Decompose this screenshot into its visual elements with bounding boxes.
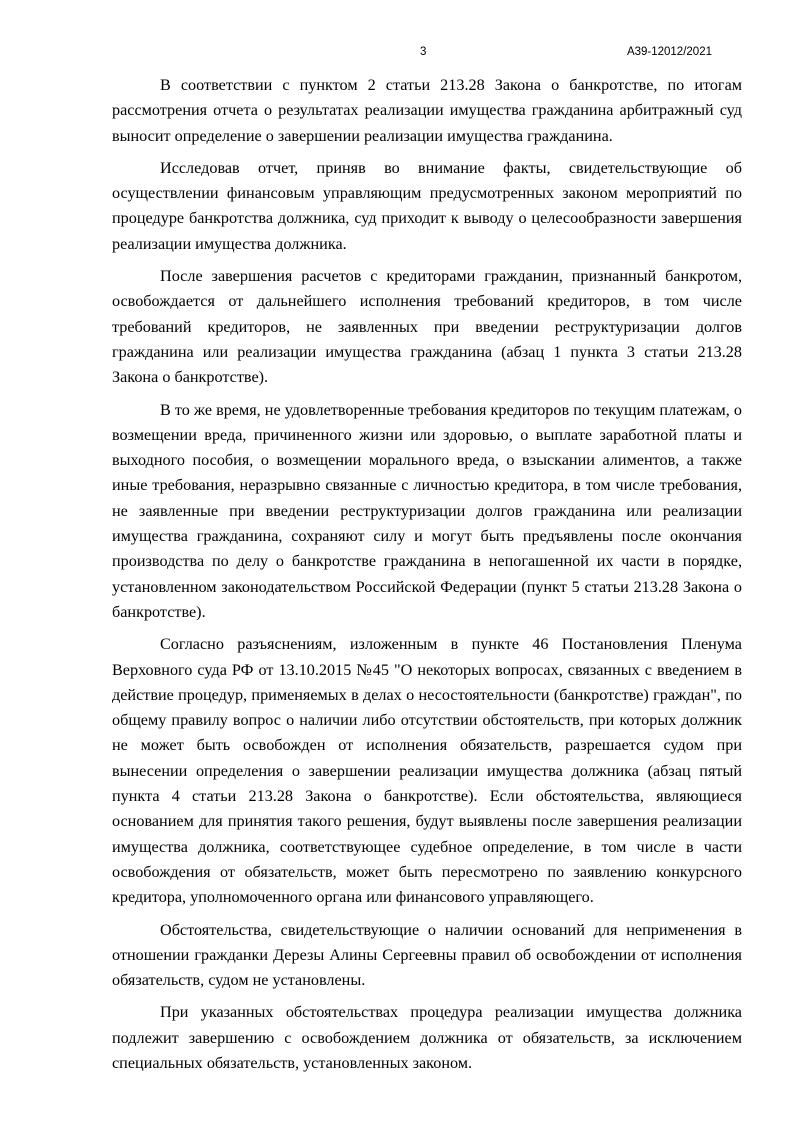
paragraph-release-from-obligations: После завершения расчетов с кредиторами гражданин, признанный банкротом, освобождается от дальнейшего исполнения требований кредиторов, в том числе требований кредиторов, не заявленных при введении реструктуризации долгов гражданина или реализации имущества гражданина (абзац 1 пункта 3 статьи 213.28 Закона о банкротстве). bbox=[112, 267, 742, 387]
case-number: А39-12012/2021 bbox=[626, 46, 712, 58]
page-number: 3 bbox=[420, 46, 427, 58]
document-body bbox=[112, 73, 742, 1083]
paragraph-bankruptcy-law-reference: В соответствии с пунктом 2 статьи 213.28 Закона о банкротстве, по итогам рассмотрения отчета о результатах реализации имущества гражданина арбитражный суд выносит определение о завершении реализации имущества гражданина. bbox=[112, 76, 742, 145]
paragraph-no-grounds-established: Обстоятельства, свидетельствующие о наличии оснований для неприменения в отношении гражданки Дерезы Алины Сергеевны правил об освобождении от исполнения обязательств, судом не установлены. bbox=[112, 920, 742, 990]
paragraph-report-review: Исследовав отчет, приняв во внимание факты, свидетельствующие об осуществлении финансовым управляющим предусмотренных законом мероприятий по процедуре банкротства должника, суд приходит к выводу о целесообразности завершения реализации имущества должника. bbox=[112, 158, 742, 253]
page-header bbox=[0, 44, 800, 64]
paragraph-conclusion: При указанных обстоятельствах процедура реализации имущества должника подлежит завершению с освобождением должника от обязательств, за исключением специальных обязательств, установленных законом. bbox=[112, 1003, 742, 1072]
paragraph-unsatisfied-claims: В то же время, не удовлетворенные требования кредиторов по текущим платежам, о возмещении вреда, причиненного жизни или здоровью, о выплате заработной платы и выходного пособия, о возмещении морального вреда, о взыскании алиментов, а также иные требования, неразрывно связанные с личностью кредитора, в том числе требования, не заявленные при введении реструктуризации долгов гражданина или реализации имущества гражданина, сохраняют силу и могут быть предъявлены после окончания производства по делу о банкротстве гражданина в непогашенной их части в порядке, установленном законодательством Российской Федерации (пункт 5 статьи 213.28 Закона о банкротстве). bbox=[112, 400, 742, 621]
paragraph-supreme-court-clarification: Согласно разъяснениям, изложенным в пункте 46 Постановления Пленума Верховного суда РФ от 13.10.2015 №45 "О некоторых вопросах, связанных с введением в действие процедур, применяемых в делах о несостоятельности (банкротстве) граждан", по общему правилу вопрос о наличии либо отсутствии обстоятельств, при которых должник не может быть освобожден от исполнения обязательств, разрешается судом при вынесении определения о завершении реализации имущества должника (абзац пятый пункта 4 статьи 213.28 Закона о банкротстве). Если обстоятельства, являющиеся основанием для принятия такого решения, будут выявлены после завершения реализации имущества должника, соответствующее судебное определение, в том числе в части освобождения от обязательств, может быть пересмотрено по заявлению конкурсного кредитора, уполномоченного органа или финансового управляющего. bbox=[112, 635, 742, 907]
